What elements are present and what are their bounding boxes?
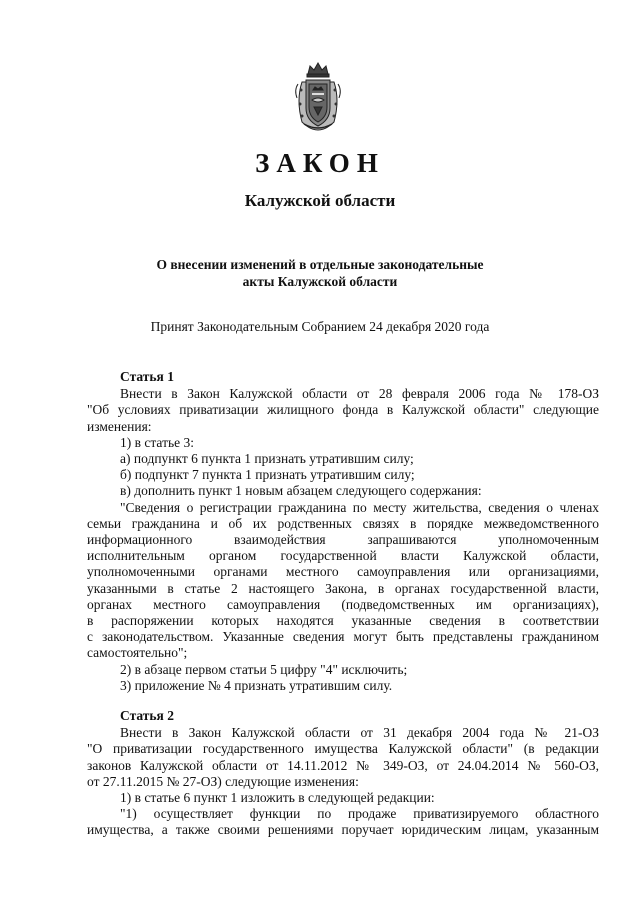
- law-subject: [0, 256, 640, 290]
- document-title: ЗАКОН: [255, 148, 385, 178]
- article-heading: Статья 2: [120, 708, 174, 723]
- text-line: а) подпункт 6 пункта 1 признать утратившим силу;: [120, 451, 414, 467]
- text-line: законов Калужской области от 14.11.2012 № 349-ОЗ, от 24.04.2014 № 560-ОЗ,: [87, 757, 599, 773]
- text-line: от 27.11.2015 № 27-ОЗ) следующие изменения:: [87, 773, 359, 789]
- text-line: в распоряжении которых находятся указанные сведения в соответствии: [87, 613, 599, 629]
- text-line: 1) в статье 3:: [120, 434, 194, 450]
- coat-of-arms-emblem: [292, 60, 344, 132]
- article-heading: Статья 1: [120, 369, 174, 384]
- text-line: 1) в статье 6 пункт 1 изложить в следующей редакции:: [120, 790, 435, 806]
- text-line: информационного взаимодействия запрашиваются уполномоченным: [87, 532, 599, 548]
- subject-line: О внесении изменений в отдельные законодательные: [156, 257, 484, 272]
- text-line: 3) приложение № 4 признать утратившим силу.: [120, 677, 393, 693]
- subject-line: акты Калужской области: [242, 274, 398, 289]
- text-line: имущества, а также своими решениями поручает юридическим лицам, указанным: [87, 822, 599, 838]
- text-line: уполномоченными органами местного самоуправления или организациями,: [87, 564, 599, 580]
- text-line: указанными в статье 2 настоящего Закона, в органах государственной власти,: [87, 580, 599, 596]
- text-line: "1) осуществляет функции по продаже приватизируемого областного: [120, 806, 599, 822]
- text-line: "О приватизации государственного имущества Калужской области" (в редакции: [87, 741, 599, 757]
- text-line: б) подпункт 7 пункта 1 признать утратившим силу;: [120, 467, 415, 483]
- text-line: изменения:: [87, 418, 152, 434]
- text-line: исполнительным органом государственной власти Калужской области,: [87, 548, 599, 564]
- text-line: органах местного самоуправления (подведомственных им организациях),: [87, 596, 599, 612]
- text-line: в) дополнить пункт 1 новым абзацем следующего содержания:: [120, 483, 482, 499]
- text-line: самостоятельно";: [87, 645, 188, 661]
- text-line: "Об условиях приватизации жилищного фонда в Калужской области" следующие: [87, 402, 599, 418]
- text-line: 2) в абзаце первом статьи 5 цифру "4" исключить;: [120, 661, 408, 677]
- text-line: Внести в Закон Калужской области от 28 февраля 2006 года № 178-ОЗ: [120, 386, 599, 402]
- text-line: Внести в Закон Калужской области от 31 декабря 2004 года № 21-ОЗ: [120, 725, 599, 741]
- adoption-note: Принят Законодательным Собранием 24 декабря 2020 года: [150, 319, 490, 334]
- text-line: семьи гражданина и об их родственных связях в порядке межведомственного: [87, 515, 599, 531]
- text-line: "Сведения о регистрации гражданина по месту жительства, сведения о членах: [120, 499, 599, 515]
- region-title: Калужской области: [244, 191, 396, 210]
- article-2: [87, 708, 599, 839]
- text-line: с законодательством. Указанные сведения могут быть представлены гражданином: [87, 629, 599, 645]
- article-1: [87, 369, 599, 694]
